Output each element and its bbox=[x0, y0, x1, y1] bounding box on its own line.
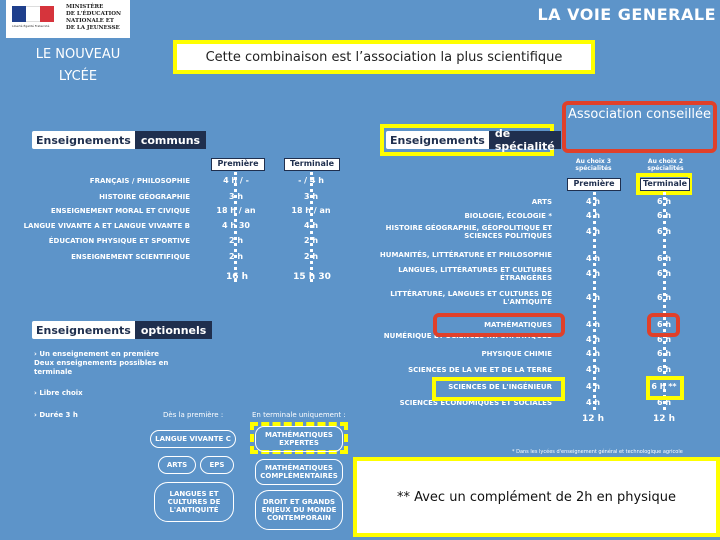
spec-row-label: LITTÉRATURE, LANGUES ET CULTURES DE L'ANTIQUITÉ bbox=[390, 290, 552, 306]
spec-row-label: SCIENCES ÉCONOMIQUES ET SOCIALES bbox=[399, 399, 552, 407]
association-label: Association conseillée bbox=[567, 107, 712, 122]
communs-total-terminale: 15 h 30 bbox=[293, 272, 331, 282]
communs-row-premiere: 3 h bbox=[228, 192, 244, 201]
communs-row-label: ENSEIGNEMENT MORAL ET CIVIQUE bbox=[50, 207, 190, 215]
spec-total-terminale: 12 h bbox=[652, 414, 676, 424]
french-flag-icon bbox=[12, 6, 54, 22]
spec-row-premiere: 4 h bbox=[585, 349, 601, 358]
communs-row-terminale: 3 h bbox=[303, 192, 319, 201]
communs-header: Enseignements communs bbox=[32, 131, 194, 149]
spec-row-label: LANGUES, LITTÉRATURES ET CULTURES ÉTRANGÈRES bbox=[398, 266, 552, 282]
footer-note: ** Avec un complément de 2h en physique bbox=[353, 457, 720, 537]
spec-col-premiere: Première bbox=[567, 178, 621, 191]
communs-row-premiere: 18 h / an bbox=[216, 206, 256, 215]
spec-row-premiere: 4 h bbox=[585, 227, 601, 236]
subtitle: LE NOUVEAU LYCÉE bbox=[35, 47, 121, 84]
spec-row-premiere: 4 h bbox=[585, 335, 601, 344]
first-year-label: Dès la première : bbox=[163, 411, 224, 419]
si-highlight bbox=[432, 377, 565, 401]
communs-row-label: FRANÇAIS / PHILOSOPHIE bbox=[89, 177, 190, 185]
choice-terminale: Au choix 2 spécialités bbox=[647, 158, 684, 172]
communs-row-premiere: 2 h bbox=[228, 252, 244, 261]
communs-row-terminale: 18 h / an bbox=[291, 206, 331, 215]
communs-total-premiere: 16 h bbox=[225, 272, 249, 282]
spec-row-label: MATHÉMATIQUES bbox=[484, 321, 552, 329]
spec-footnote: * Dans les lycées d'enseignement général et technologique agricole bbox=[512, 449, 683, 455]
option-bullet-2: › Libre choix bbox=[34, 389, 83, 397]
spec-row-terminale: 6 h bbox=[656, 335, 672, 344]
spec-row-terminale: 6 h bbox=[656, 349, 672, 358]
spec-row-premiere: 4 h bbox=[585, 398, 601, 407]
ministry-logo bbox=[6, 0, 130, 38]
pill-lv-c: LANGUE VIVANTE C bbox=[150, 430, 236, 448]
spec-row-premiere: 4 h bbox=[585, 382, 601, 391]
spec-row-premiere: 4 h bbox=[585, 293, 601, 302]
communs-row-premiere: 2 h bbox=[228, 236, 244, 245]
pill-arts: ARTS bbox=[158, 456, 196, 474]
page-title: LA VOIE GENERALE bbox=[537, 5, 716, 24]
spec-row-label: HUMANITÉS, LITTÉRATURE ET PHILOSOPHIE bbox=[379, 251, 552, 259]
spec-row-terminale: 6 h bbox=[656, 398, 672, 407]
spec-row-premiere: 4 h bbox=[585, 269, 601, 278]
final-year-label: En terminale uniquement : bbox=[252, 411, 346, 419]
pill-maths-expertes: MATHÉMATIQUES EXPERTES bbox=[255, 426, 343, 452]
spec-row-premiere: 4 h bbox=[585, 211, 601, 220]
spec-row-premiere: 4 h bbox=[585, 365, 601, 374]
spec-row-terminale: 6 h ** bbox=[651, 382, 677, 391]
maths-highlight bbox=[433, 313, 565, 337]
communs-row-label: ENSEIGNEMENT SCIENTIFIQUE bbox=[71, 253, 190, 261]
spec-row-terminale: 6 h bbox=[656, 211, 672, 220]
si-term-highlight bbox=[646, 376, 684, 400]
spec-row-label: BIOLOGIE, ÉCOLOGIE * bbox=[464, 212, 552, 220]
communs-row-premiere: 4 h / - bbox=[223, 176, 249, 185]
communs-row-terminale: 4 h bbox=[303, 221, 319, 230]
option-bullet-1: › Un enseignement en première Deux enseignements possibles en terminale bbox=[34, 350, 169, 376]
spec-col-terminale: Terminale bbox=[640, 178, 690, 191]
pill-lca: LANGUES ET CULTURES DE L'ANTIQUITÉ bbox=[154, 482, 234, 522]
spec-total-premiere: 12 h bbox=[581, 414, 605, 424]
spec-row-label: PHYSIQUE CHIMIE bbox=[481, 350, 552, 358]
spec-row-terminale: 6 h bbox=[656, 197, 672, 206]
communs-row-premiere: 4 h 30 bbox=[222, 221, 250, 230]
spec-row-terminale: 6 h bbox=[656, 227, 672, 236]
spec-row-label: HISTOIRE GÉOGRAPHIE, GÉOPOLITIQUE ET SCIENCES POLITIQUES bbox=[385, 224, 552, 240]
spec-row-label: SCIENCES DE LA VIE ET DE LA TERRE bbox=[408, 366, 552, 374]
spec-row-label: NUMÉRIQUE ET SCIENCES INFORMATIQUES bbox=[383, 332, 552, 340]
option-bullet-3: › Durée 3 h bbox=[34, 411, 78, 419]
spec-row-premiere: 4 h bbox=[585, 254, 601, 263]
spec-row-premiere: 4 h bbox=[585, 197, 601, 206]
communs-row-label: HISTOIRE GÉOGRAPHIE bbox=[99, 193, 190, 201]
communs-col-premiere: Première bbox=[211, 158, 265, 171]
pill-eps: EPS bbox=[200, 456, 234, 474]
choice-premiere: Au choix 3 spécialités bbox=[575, 158, 612, 172]
communs-row-terminale: - / 4 h bbox=[298, 176, 324, 185]
headline-box: Cette combinaison est l’association la plus scientifique bbox=[173, 40, 595, 74]
spec-row-terminale: 6 h bbox=[656, 269, 672, 278]
spec-row-premiere: 4 h bbox=[585, 320, 601, 329]
spec-row-terminale: 6 h bbox=[656, 365, 672, 374]
specialite-header: Enseignements de spécialité bbox=[386, 131, 550, 149]
maths-term-highlight bbox=[647, 313, 680, 337]
pill-maths-comp: MATHÉMATIQUES COMPLÉMENTAIRES bbox=[255, 459, 343, 485]
communs-row-label: ÉDUCATION PHYSIQUE ET SPORTIVE bbox=[48, 237, 190, 245]
communs-row-terminale: 2 h bbox=[303, 252, 319, 261]
optionnels-header: Enseignements optionnels bbox=[32, 321, 200, 339]
communs-row-label: LANGUE VIVANTE A ET LANGUE VIVANTE B bbox=[23, 222, 190, 230]
communs-row-terminale: 2 h bbox=[303, 236, 319, 245]
spec-row-terminale: 6 h bbox=[656, 293, 672, 302]
republic-motto: Liberté Égalité Fraternité bbox=[12, 24, 50, 28]
spec-row-terminale: 6 h bbox=[656, 254, 672, 263]
pill-droit: DROIT ET GRANDS ENJEUX DU MONDE CONTEMPORAIN bbox=[255, 490, 343, 530]
ministry-name: MINISTÈRE DE L'ÉDUCATION NATIONALE ET DE LA JEUNESSE bbox=[66, 4, 122, 31]
communs-col-terminale: Terminale bbox=[284, 158, 340, 171]
spec-row-label: SCIENCES DE L'INGÉNIEUR bbox=[448, 383, 552, 391]
spec-row-label: ARTS bbox=[531, 198, 552, 206]
spec-row-terminale: 6 h bbox=[656, 320, 672, 329]
